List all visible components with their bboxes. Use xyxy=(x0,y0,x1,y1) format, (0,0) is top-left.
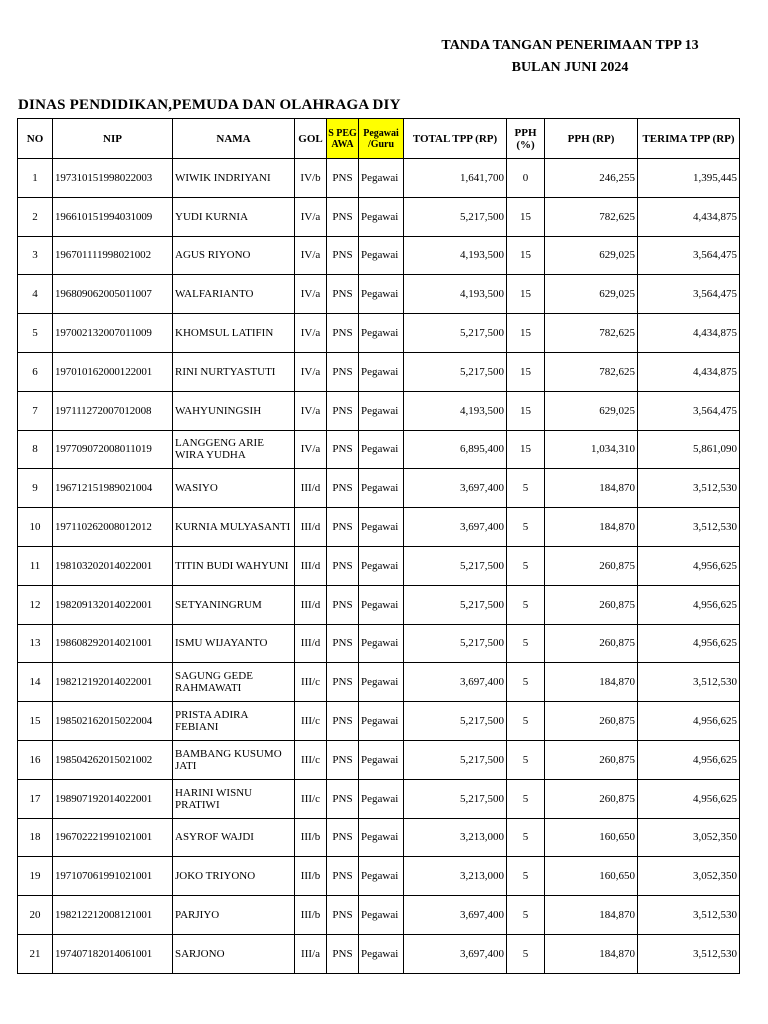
cell-total-tpp: 5,217,500 xyxy=(404,546,507,585)
cell-status: PNS xyxy=(327,352,359,391)
cell-nip: 197107061991021001 xyxy=(53,857,173,896)
cell-gol: III/c xyxy=(295,779,327,818)
cell-pph: 260,875 xyxy=(545,779,638,818)
cell-gol: III/d xyxy=(295,469,327,508)
table-header-row xyxy=(18,119,740,159)
cell-gol: III/d xyxy=(295,585,327,624)
cell-terima-tpp: 1,395,445 xyxy=(638,159,740,198)
cell-status: PNS xyxy=(327,391,359,430)
cell-total-tpp: 3,697,400 xyxy=(404,508,507,547)
cell-total-tpp: 3,213,000 xyxy=(404,857,507,896)
cell-status: PNS xyxy=(327,314,359,353)
cell-terima-tpp: 4,434,875 xyxy=(638,352,740,391)
cell-total-tpp: 6,895,400 xyxy=(404,430,507,469)
cell-total-tpp: 5,217,500 xyxy=(404,314,507,353)
cell-total-tpp: 3,697,400 xyxy=(404,469,507,508)
cell-no: 19 xyxy=(18,857,53,896)
col-header-no: NO xyxy=(18,119,53,159)
cell-nip: 197002132007011009 xyxy=(53,314,173,353)
cell-gol: III/b xyxy=(295,857,327,896)
cell-pph: 246,255 xyxy=(545,159,638,198)
cell-nip: 197310151998022003 xyxy=(53,159,173,198)
cell-pph: 260,875 xyxy=(545,624,638,663)
table-row xyxy=(18,469,740,508)
cell-nama: WALFARIANTO xyxy=(173,275,295,314)
cell-status: PNS xyxy=(327,159,359,198)
cell-pph: 160,650 xyxy=(545,857,638,896)
cell-terima-tpp: 3,052,350 xyxy=(638,818,740,857)
cell-nama: RINI NURTYASTUTI xyxy=(173,352,295,391)
col-header-nip: NIP xyxy=(53,119,173,159)
cell-nama: WASIYO xyxy=(173,469,295,508)
cell-pph: 629,025 xyxy=(545,275,638,314)
cell-jenis: Pegawai xyxy=(359,197,404,236)
cell-gol: III/c xyxy=(295,740,327,779)
cell-nama: PARJIYO xyxy=(173,896,295,935)
tpp-table xyxy=(17,118,740,974)
cell-no: 17 xyxy=(18,779,53,818)
col-header-gol: GOL xyxy=(295,119,327,159)
cell-total-tpp: 5,217,500 xyxy=(404,585,507,624)
cell-nip: 198504262015021002 xyxy=(53,740,173,779)
cell-pph: 184,870 xyxy=(545,896,638,935)
cell-pph-percent: 5 xyxy=(507,508,545,547)
cell-total-tpp: 3,697,400 xyxy=(404,934,507,973)
cell-nip: 197709072008011019 xyxy=(53,430,173,469)
cell-terima-tpp: 3,564,475 xyxy=(638,236,740,275)
cell-terima-tpp: 3,512,530 xyxy=(638,896,740,935)
cell-terima-tpp: 4,956,625 xyxy=(638,624,740,663)
cell-gol: IV/a xyxy=(295,391,327,430)
cell-no: 15 xyxy=(18,702,53,741)
cell-pph-percent: 5 xyxy=(507,934,545,973)
cell-nip: 196809062005011007 xyxy=(53,275,173,314)
cell-nama: HARINI WISNU PRATIWI xyxy=(173,779,295,818)
cell-nip: 198209132014022001 xyxy=(53,585,173,624)
cell-pph-percent: 5 xyxy=(507,469,545,508)
cell-gol: IV/b xyxy=(295,159,327,198)
cell-no: 2 xyxy=(18,197,53,236)
cell-nama: TITIN BUDI WAHYUNI xyxy=(173,546,295,585)
cell-status: PNS xyxy=(327,430,359,469)
cell-jenis: Pegawai xyxy=(359,779,404,818)
cell-terima-tpp: 3,564,475 xyxy=(638,275,740,314)
cell-pph: 629,025 xyxy=(545,236,638,275)
cell-status: PNS xyxy=(327,197,359,236)
col-header-terima-tpp: TERIMA TPP (RP) xyxy=(638,119,740,159)
cell-jenis: Pegawai xyxy=(359,236,404,275)
table-row xyxy=(18,857,740,896)
cell-total-tpp: 3,697,400 xyxy=(404,896,507,935)
cell-total-tpp: 1,641,700 xyxy=(404,159,507,198)
cell-jenis: Pegawai xyxy=(359,275,404,314)
cell-jenis: Pegawai xyxy=(359,430,404,469)
cell-jenis: Pegawai xyxy=(359,702,404,741)
cell-terima-tpp: 4,956,625 xyxy=(638,702,740,741)
cell-status: PNS xyxy=(327,663,359,702)
cell-status: PNS xyxy=(327,624,359,663)
cell-status: PNS xyxy=(327,585,359,624)
table-row xyxy=(18,314,740,353)
cell-pph-percent: 5 xyxy=(507,740,545,779)
cell-total-tpp: 4,193,500 xyxy=(404,236,507,275)
cell-nama: ASYROF WAJDI xyxy=(173,818,295,857)
cell-terima-tpp: 3,512,530 xyxy=(638,469,740,508)
cell-pph: 184,870 xyxy=(545,663,638,702)
cell-pph-percent: 15 xyxy=(507,197,545,236)
cell-gol: III/c xyxy=(295,663,327,702)
cell-no: 4 xyxy=(18,275,53,314)
cell-nama: BAMBANG KUSUMO JATI xyxy=(173,740,295,779)
table-row xyxy=(18,391,740,430)
col-header-pegawai-guru: Pegawai /Guru xyxy=(359,119,404,159)
cell-gol: IV/a xyxy=(295,236,327,275)
cell-pph-percent: 5 xyxy=(507,546,545,585)
table-row xyxy=(18,430,740,469)
cell-pph-percent: 15 xyxy=(507,430,545,469)
cell-terima-tpp: 4,434,875 xyxy=(638,197,740,236)
cell-gol: III/a xyxy=(295,934,327,973)
cell-pph-percent: 5 xyxy=(507,585,545,624)
table-row xyxy=(18,159,740,198)
col-header-total-tpp: TOTAL TPP (RP) xyxy=(404,119,507,159)
cell-terima-tpp: 4,956,625 xyxy=(638,585,740,624)
cell-pph-percent: 5 xyxy=(507,818,545,857)
cell-status: PNS xyxy=(327,740,359,779)
table-row xyxy=(18,818,740,857)
cell-no: 5 xyxy=(18,314,53,353)
cell-total-tpp: 5,217,500 xyxy=(404,352,507,391)
cell-nip: 198103202014022001 xyxy=(53,546,173,585)
cell-status: PNS xyxy=(327,934,359,973)
cell-nama: ISMU WIJAYANTO xyxy=(173,624,295,663)
table-row xyxy=(18,585,740,624)
cell-jenis: Pegawai xyxy=(359,818,404,857)
cell-gol: III/d xyxy=(295,624,327,663)
cell-no: 20 xyxy=(18,896,53,935)
cell-pph-percent: 5 xyxy=(507,857,545,896)
cell-status: PNS xyxy=(327,818,359,857)
cell-status: PNS xyxy=(327,508,359,547)
cell-total-tpp: 4,193,500 xyxy=(404,391,507,430)
cell-nip: 196701111998021002 xyxy=(53,236,173,275)
cell-total-tpp: 5,217,500 xyxy=(404,779,507,818)
cell-gol: III/d xyxy=(295,508,327,547)
cell-nip: 198502162015022004 xyxy=(53,702,173,741)
table-row xyxy=(18,740,740,779)
cell-nama: PRISTA ADIRA FEBIANI xyxy=(173,702,295,741)
cell-no: 18 xyxy=(18,818,53,857)
cell-jenis: Pegawai xyxy=(359,469,404,508)
col-header-status-pegawai: S PEG AWA xyxy=(327,119,359,159)
table-row xyxy=(18,896,740,935)
cell-no: 21 xyxy=(18,934,53,973)
table-row xyxy=(18,352,740,391)
col-header-nama: NAMA xyxy=(173,119,295,159)
cell-gol: IV/a xyxy=(295,275,327,314)
cell-terima-tpp: 3,052,350 xyxy=(638,857,740,896)
cell-jenis: Pegawai xyxy=(359,896,404,935)
cell-jenis: Pegawai xyxy=(359,857,404,896)
document-subtitle: BULAN JUNI 2024 xyxy=(511,60,629,75)
cell-gol: IV/a xyxy=(295,352,327,391)
cell-status: PNS xyxy=(327,896,359,935)
col-header-pph-percent: PPH (%) xyxy=(507,119,545,159)
cell-jenis: Pegawai xyxy=(359,391,404,430)
cell-jenis: Pegawai xyxy=(359,663,404,702)
cell-terima-tpp: 4,956,625 xyxy=(638,740,740,779)
cell-no: 12 xyxy=(18,585,53,624)
cell-nama: LANGGENG ARIE WIRA YUDHA xyxy=(173,430,295,469)
cell-status: PNS xyxy=(327,702,359,741)
cell-terima-tpp: 4,956,625 xyxy=(638,779,740,818)
cell-gol: IV/a xyxy=(295,197,327,236)
cell-nip: 196610151994031009 xyxy=(53,197,173,236)
cell-pph: 260,875 xyxy=(545,740,638,779)
table-row xyxy=(18,197,740,236)
cell-jenis: Pegawai xyxy=(359,352,404,391)
cell-pph-percent: 0 xyxy=(507,159,545,198)
cell-status: PNS xyxy=(327,546,359,585)
cell-pph-percent: 15 xyxy=(507,391,545,430)
cell-pph-percent: 5 xyxy=(507,624,545,663)
cell-no: 16 xyxy=(18,740,53,779)
cell-gol: III/b xyxy=(295,896,327,935)
cell-no: 14 xyxy=(18,663,53,702)
cell-nama: KURNIA MULYASANTI xyxy=(173,508,295,547)
cell-nama: YUDI KURNIA xyxy=(173,197,295,236)
cell-jenis: Pegawai xyxy=(359,585,404,624)
cell-jenis: Pegawai xyxy=(359,740,404,779)
cell-pph: 160,650 xyxy=(545,818,638,857)
cell-gol: III/c xyxy=(295,702,327,741)
cell-status: PNS xyxy=(327,236,359,275)
cell-nip: 197111272007012008 xyxy=(53,391,173,430)
cell-no: 9 xyxy=(18,469,53,508)
cell-no: 1 xyxy=(18,159,53,198)
table-row xyxy=(18,779,740,818)
cell-pph: 782,625 xyxy=(545,197,638,236)
cell-pph: 782,625 xyxy=(545,352,638,391)
cell-gol: IV/a xyxy=(295,314,327,353)
cell-total-tpp: 3,697,400 xyxy=(404,663,507,702)
cell-nip: 198212192014022001 xyxy=(53,663,173,702)
cell-pph: 260,875 xyxy=(545,702,638,741)
cell-terima-tpp: 4,956,625 xyxy=(638,546,740,585)
cell-nama: KHOMSUL LATIFIN xyxy=(173,314,295,353)
cell-no: 10 xyxy=(18,508,53,547)
cell-jenis: Pegawai xyxy=(359,546,404,585)
cell-nip: 196712151989021004 xyxy=(53,469,173,508)
cell-nip: 198608292014021001 xyxy=(53,624,173,663)
cell-jenis: Pegawai xyxy=(359,624,404,663)
cell-jenis: Pegawai xyxy=(359,159,404,198)
cell-nip: 197407182014061001 xyxy=(53,934,173,973)
cell-pph: 184,870 xyxy=(545,508,638,547)
cell-terima-tpp: 5,861,090 xyxy=(638,430,740,469)
cell-pph: 1,034,310 xyxy=(545,430,638,469)
organization-name: DINAS PENDIDIKAN,PEMUDA DAN OLAHRAGA DIY xyxy=(18,97,401,113)
col-header-pph: PPH (RP) xyxy=(545,119,638,159)
cell-nama: WIWIK INDRIYANI xyxy=(173,159,295,198)
cell-gol: III/b xyxy=(295,818,327,857)
cell-terima-tpp: 4,434,875 xyxy=(638,314,740,353)
cell-jenis: Pegawai xyxy=(359,314,404,353)
table-row xyxy=(18,236,740,275)
cell-no: 8 xyxy=(18,430,53,469)
cell-nama: AGUS RIYONO xyxy=(173,236,295,275)
cell-pph-percent: 5 xyxy=(507,896,545,935)
table-body xyxy=(18,159,740,974)
cell-nip: 196702221991021001 xyxy=(53,818,173,857)
table-row xyxy=(18,624,740,663)
cell-jenis: Pegawai xyxy=(359,934,404,973)
cell-pph: 184,870 xyxy=(545,469,638,508)
cell-nip: 198907192014022001 xyxy=(53,779,173,818)
cell-pph-percent: 15 xyxy=(507,236,545,275)
cell-pph-percent: 15 xyxy=(507,275,545,314)
table-row xyxy=(18,663,740,702)
cell-terima-tpp: 3,512,530 xyxy=(638,934,740,973)
cell-pph-percent: 15 xyxy=(507,352,545,391)
document-title: TANDA TANGAN PENERIMAAN TPP 13 xyxy=(441,38,699,53)
cell-status: PNS xyxy=(327,779,359,818)
cell-terima-tpp: 3,512,530 xyxy=(638,663,740,702)
cell-terima-tpp: 3,564,475 xyxy=(638,391,740,430)
cell-total-tpp: 3,213,000 xyxy=(404,818,507,857)
cell-nip: 197010162000122001 xyxy=(53,352,173,391)
cell-pph: 260,875 xyxy=(545,546,638,585)
cell-gol: III/d xyxy=(295,546,327,585)
cell-pph-percent: 15 xyxy=(507,314,545,353)
cell-jenis: Pegawai xyxy=(359,508,404,547)
cell-terima-tpp: 3,512,530 xyxy=(638,508,740,547)
table-row xyxy=(18,508,740,547)
cell-total-tpp: 5,217,500 xyxy=(404,702,507,741)
cell-status: PNS xyxy=(327,469,359,508)
cell-nip: 197110262008012012 xyxy=(53,508,173,547)
cell-pph-percent: 5 xyxy=(507,779,545,818)
cell-no: 6 xyxy=(18,352,53,391)
cell-total-tpp: 5,217,500 xyxy=(404,624,507,663)
cell-nama: WAHYUNINGSIH xyxy=(173,391,295,430)
cell-pph-percent: 5 xyxy=(507,702,545,741)
cell-no: 3 xyxy=(18,236,53,275)
cell-no: 13 xyxy=(18,624,53,663)
cell-total-tpp: 5,217,500 xyxy=(404,740,507,779)
cell-nama: JOKO TRIYONO xyxy=(173,857,295,896)
table-row xyxy=(18,275,740,314)
table-row xyxy=(18,702,740,741)
cell-pph: 782,625 xyxy=(545,314,638,353)
cell-nama: SAGUNG GEDE RAHMAWATI xyxy=(173,663,295,702)
table-row xyxy=(18,546,740,585)
cell-total-tpp: 4,193,500 xyxy=(404,275,507,314)
table-row xyxy=(18,934,740,973)
cell-nama: SETYANINGRUM xyxy=(173,585,295,624)
cell-status: PNS xyxy=(327,275,359,314)
cell-pph: 629,025 xyxy=(545,391,638,430)
cell-total-tpp: 5,217,500 xyxy=(404,197,507,236)
cell-nama: SARJONO xyxy=(173,934,295,973)
cell-pph: 260,875 xyxy=(545,585,638,624)
cell-no: 7 xyxy=(18,391,53,430)
cell-status: PNS xyxy=(327,857,359,896)
cell-gol: IV/a xyxy=(295,430,327,469)
cell-pph-percent: 5 xyxy=(507,663,545,702)
cell-nip: 198212212008121001 xyxy=(53,896,173,935)
cell-pph: 184,870 xyxy=(545,934,638,973)
cell-no: 11 xyxy=(18,546,53,585)
